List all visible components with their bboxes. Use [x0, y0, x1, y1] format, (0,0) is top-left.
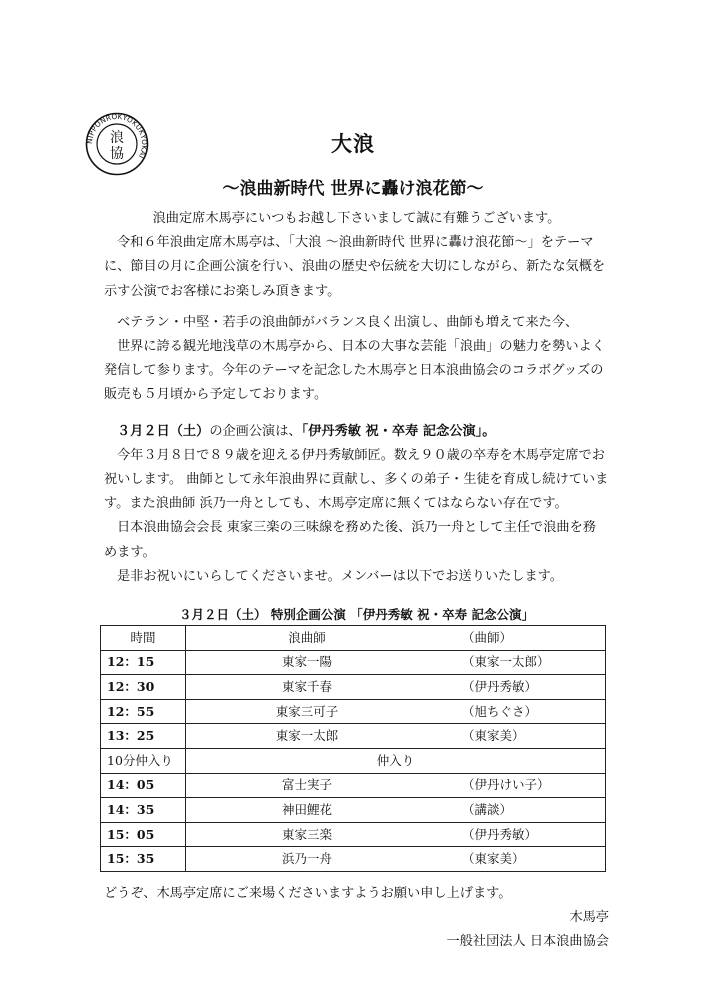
header-shamisen: （曲師） — [462, 629, 513, 645]
table-header-row — [101, 626, 606, 651]
time-cell: 10分仲入り — [101, 749, 186, 774]
time-cell: 15：35 — [101, 847, 186, 872]
names-cell — [186, 724, 606, 749]
performer-name: 東家三楽 — [281, 826, 332, 842]
header-time: 時間 — [101, 626, 186, 651]
event-lead — [104, 420, 609, 444]
shamisen-name: （東家美） — [462, 728, 525, 744]
table-row — [101, 699, 606, 724]
event-paragraph: 是非お祝いにいらしてくださいませ。メンバーは以下でお送りいたします。 — [117, 568, 563, 584]
page-subtitle: ～浪曲新時代 世界に轟け浪花節～ — [222, 179, 484, 199]
shamisen-name: （伊丹秀敏） — [462, 679, 538, 695]
header-performer: 浪曲師 — [288, 629, 326, 645]
performer-name: 東家千春 — [281, 679, 332, 695]
names-cell — [186, 650, 606, 675]
greeting: 浪曲定席木馬亭にいつもお越し下さいまして誠に有難うございます。 — [152, 211, 561, 226]
shamisen-name: （東家一太郎） — [462, 654, 550, 670]
time-cell: 12：30 — [101, 675, 186, 700]
intro-section — [104, 207, 609, 408]
intro-paragraph: ベテラン・中堅・若手の浪曲師がバランス良く出演し、曲師も増えて来た今、 — [117, 314, 579, 330]
performer-name: 東家一陽 — [281, 654, 332, 670]
document-body — [104, 207, 609, 954]
performer-name: 東家一太郎 — [275, 728, 339, 744]
shamisen-name: （講談） — [462, 802, 513, 817]
page-title: 大浪 — [331, 132, 375, 156]
names-cell — [186, 847, 606, 872]
names-cell — [186, 675, 606, 700]
closing-message: どうぞ、木馬亭定席にご来場くださいますようお願い申し上げます。 — [104, 885, 512, 901]
schedule-table — [100, 625, 606, 872]
signature-venue: 木馬亭 — [569, 909, 609, 925]
intermission-cell: 仲入り — [186, 749, 606, 774]
header-names — [186, 626, 606, 651]
table-row — [101, 675, 606, 700]
event-date: ３月２日（土） — [117, 423, 210, 439]
names-cell — [186, 822, 606, 847]
performer-name: 浜乃一舟 — [281, 851, 332, 867]
performer-name: 東家三可子 — [275, 703, 339, 719]
shamisen-name: （伊丹けい子） — [462, 777, 550, 793]
intro-paragraph: 世界に誇る観光地浅草の木馬亭から、日本の大事な芸能「浪曲」の魅力を勢いよく発信して参ります。今年のテーマを記念した木馬亭と日本浪曲協会のコラボグッズの販売も５月頃から予定しております。 — [104, 339, 605, 403]
table-row — [101, 650, 606, 675]
signature-association: 一般社団法人 日本浪曲協会 — [446, 933, 609, 949]
table-row — [101, 847, 606, 872]
shamisen-name: （伊丹秀敏） — [462, 826, 538, 842]
svg-text:NIPPONROKYOKUKYOKAI: NIPPONROKYOKUKYOKAI — [85, 112, 149, 161]
time-cell: 12：15 — [101, 650, 186, 675]
shamisen-name: （東家美） — [462, 851, 525, 867]
table-row — [101, 773, 606, 798]
time-cell: 13：25 — [101, 724, 186, 749]
svg-text:浪: 浪 — [110, 130, 124, 146]
intro-paragraph: 令和６年浪曲定席木馬亭は、「大浪 ～浪曲新時代 世界に轟け浪花節～」をテーマに、節目の月に企画公演を行い、浪曲の歴史や伝統を大切にしながら、新たな気概を示す公演でお客様にお楽しみ頂きます。 — [104, 235, 606, 299]
event-section — [104, 420, 609, 589]
event-paragraph: 日本浪曲協会会長 東家三楽の三味線を務めた後、浜乃一舟として主任で浪曲を務めます。 — [104, 520, 596, 560]
time-cell: 15：05 — [101, 822, 186, 847]
table-row — [101, 724, 606, 749]
table-row — [101, 798, 606, 823]
performer-name: 神田鯉花 — [281, 802, 332, 817]
event-title: 「伊丹秀敏 祝・卒寿 記念公演」。 — [301, 423, 496, 439]
table-row — [101, 822, 606, 847]
schedule-title: ３月２日（土） 特別企画公演 「伊丹秀敏 祝・卒寿 記念公演」 — [179, 607, 534, 623]
names-cell — [186, 773, 606, 798]
event-paragraph: 今年３月８日で８９歳を迎える伊丹秀敏師匠。数え９０歳の卒寿を木馬亭定席でお祝いします。 曲師として永年浪曲界に貢献し、多くの弟子・生徒を育成し続けています。また浪曲師 浜乃一舟としても、木馬亭定席に無くてはならない存在です。 — [104, 447, 609, 512]
intermission-row — [101, 749, 606, 774]
event-lead-text: の企画公演は、 — [209, 423, 302, 439]
time-cell: 14：35 — [101, 798, 186, 823]
names-cell — [186, 699, 606, 724]
svg-text:協: 協 — [110, 146, 124, 162]
names-cell — [186, 798, 606, 823]
time-cell: 12：55 — [101, 699, 186, 724]
performer-name: 富士実子 — [281, 777, 332, 793]
shamisen-name: （旭ちぐさ） — [462, 703, 538, 719]
time-cell: 14：05 — [101, 773, 186, 798]
